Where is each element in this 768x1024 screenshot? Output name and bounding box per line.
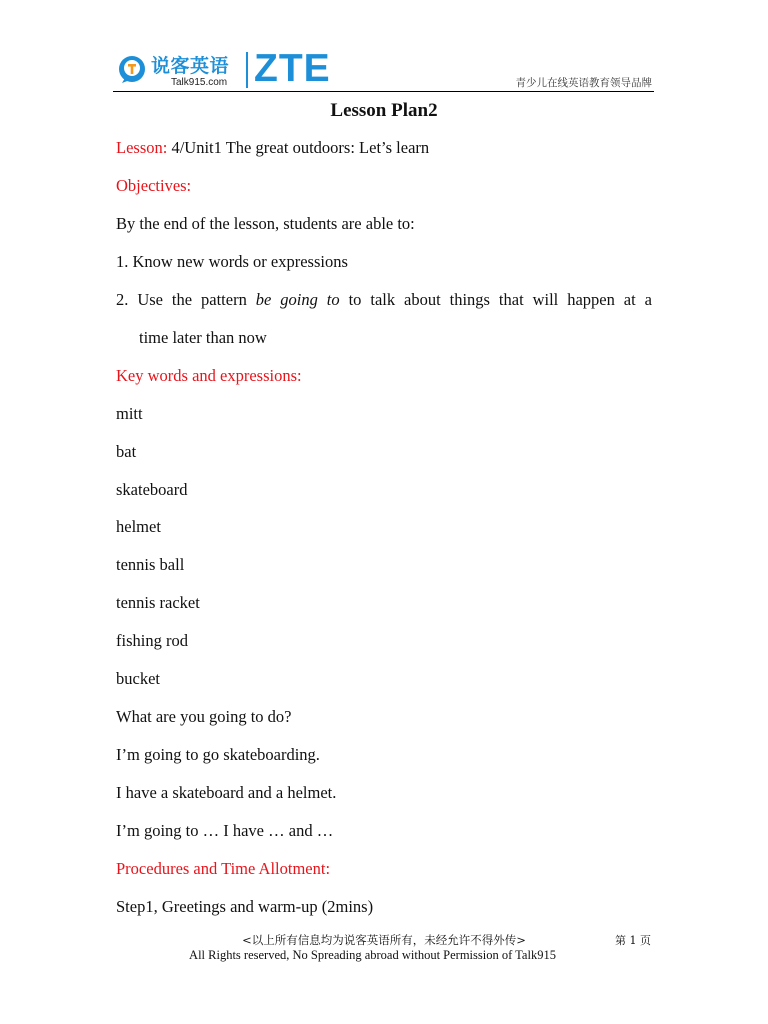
keyword-item: I’m going to go skateboarding. [116,745,320,764]
keywords-heading: Key words and expressions: [116,366,302,385]
keyword-item: tennis ball [116,555,185,574]
objective-item-2-continuation: time later than now [139,328,267,347]
procedures-heading: Procedures and Time Allotment: [116,859,331,878]
lesson-line [116,138,429,158]
objective-item-2-emphasis: be going to [255,290,340,309]
logo-url-text: Talk915.com [171,77,228,88]
keyword-item: I have a skateboard and a helmet. [116,783,337,802]
procedure-step-1: Step1, Greetings and warm-up (2mins) [116,897,374,916]
keyword-item: mitt [116,404,143,423]
lesson-label: Lesson: [116,138,168,157]
lesson-value: 4/Unit1 The great outdoors: Let’s learn [167,138,430,157]
keyword-item: What are you going to do? [116,707,292,726]
footer-copyright-cn: <以上所有信息均为说客英语所有，未经允许不得外传> [242,933,526,947]
keyword-item: bat [116,442,137,461]
logo-chinese-text: 说客英语 [151,55,230,77]
objective-item-2 [116,290,652,310]
header-slogan: 青少儿在线英语教育领导品牌 [515,77,652,89]
keyword-item: bucket [116,669,160,688]
keyword-item: I’m going to … I have … and … [116,821,334,840]
logo-divider [246,52,248,88]
keyword-item: skateboard [116,480,188,499]
objective-item-1: 1. Know new words or expressions [116,252,348,271]
objectives-intro: By the end of the lesson, students are able to: [116,214,415,233]
keyword-item: tennis racket [116,593,200,612]
objectives-heading: Objectives: [116,176,192,195]
header-rule [113,91,654,92]
talk915-logo [113,47,331,92]
speech-bubble-logo-icon [117,54,147,84]
page-header [113,44,654,92]
objective-item-2-prefix: 2. Use the pattern [116,290,256,309]
footer-copyright-en: All Rights reserved, No Spreading abroad without Permission of Talk915 [189,948,556,962]
objective-item-2-suffix: to talk about things that will happen at a [339,290,652,309]
keyword-item: fishing rod [116,631,188,650]
document-title: Lesson Plan2 [330,100,438,121]
zte-logo-text: ZTE [254,47,331,90]
keyword-item: helmet [116,517,161,536]
footer-page-number: 第 1 页 [615,934,651,947]
